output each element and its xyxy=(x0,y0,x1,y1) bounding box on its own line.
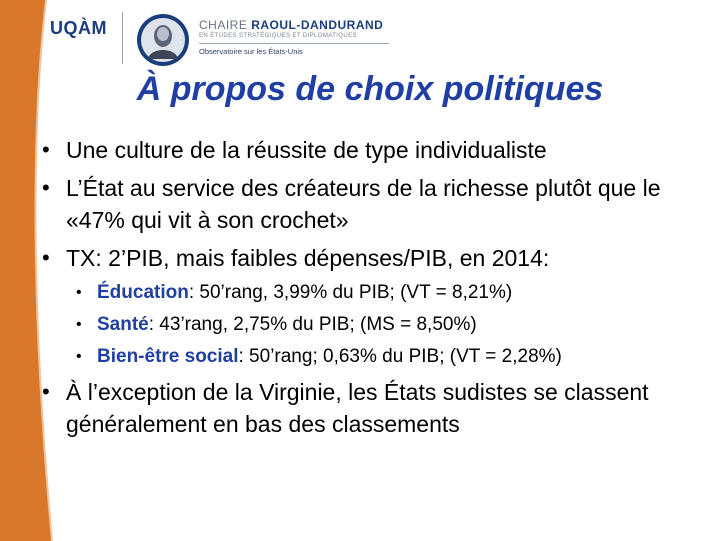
slide-title: À propos de choix politiques xyxy=(136,70,604,108)
bullet-item: • L’État au service des créateurs de la richesse plutôt que le «47% qui vit à son crochet» xyxy=(40,172,705,236)
portrait-medallion-icon xyxy=(136,13,190,67)
bullet-dot-icon: • xyxy=(42,137,50,162)
header xyxy=(44,8,444,70)
bullet-dot-icon: • xyxy=(42,379,50,404)
bullet-dot-icon: • xyxy=(76,348,82,365)
bullet-item: • À l’exception de la Virginie, les États sudistes se classent généralement en bas des classements xyxy=(40,376,705,440)
sub-bullet-label: Éducation xyxy=(97,282,189,303)
sub-bullet-sante: • Santé: 43’rang, 2,75% du PIB; (MS = 8,50%) xyxy=(40,312,705,338)
bullet-dot-icon: • xyxy=(42,175,50,200)
sub-bullet-education: • Éducation: 50’rang, 3,99% du PIB; (VT = 8,21%) xyxy=(40,280,705,306)
bullet-item: • TX: 2’PIB, mais faibles dépenses/PIB, en 2014: xyxy=(40,242,705,274)
sub-bullet-bien-etre-social: • Bien-être social: 50’rang; 0,63% du PIB; (VT = 2,28%) xyxy=(40,344,705,370)
observatoire-label: Observatoire sur les États-Unis xyxy=(199,47,303,56)
slide-body xyxy=(40,134,705,446)
chaire-raoul-dandurand-logo xyxy=(199,18,439,57)
header-divider xyxy=(122,12,123,64)
bullet-dot-icon: • xyxy=(76,316,82,333)
chaire-title: CHAIRE RAOUL-DANDURAND xyxy=(199,18,384,32)
chaire-subtitle: EN ÉTUDES STRATÉGIQUES ET DIPLOMATIQUES xyxy=(199,33,357,39)
uqam-logo: UQÀM xyxy=(50,18,107,38)
sub-bullet-label: Santé xyxy=(97,314,149,335)
chaire-rule xyxy=(199,43,389,44)
bullet-item: • Une culture de la réussite de type individualiste xyxy=(40,134,705,166)
bullet-dot-icon: • xyxy=(42,245,50,270)
bullet-dot-icon: • xyxy=(76,284,82,301)
sub-bullet-label: Bien-être social xyxy=(97,346,239,367)
